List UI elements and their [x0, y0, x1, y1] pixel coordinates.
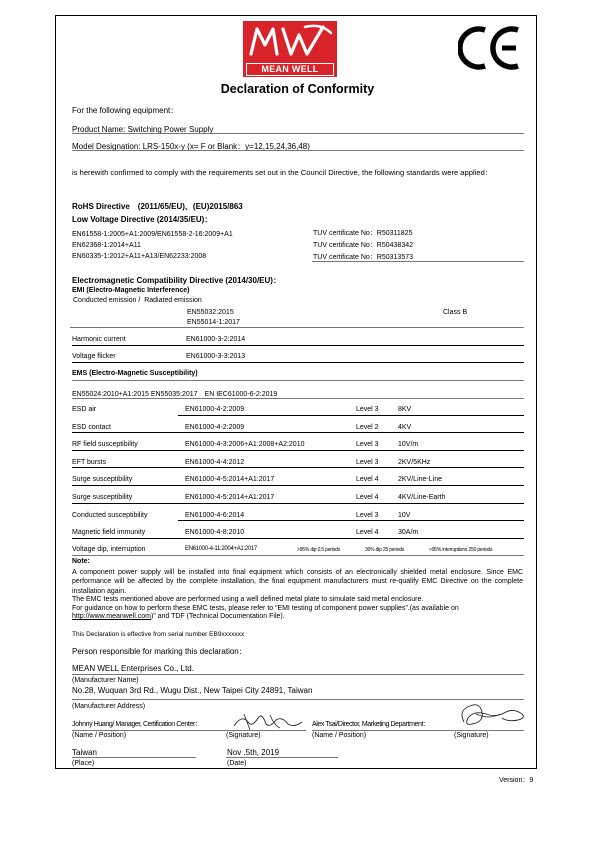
place: Taiwan [72, 748, 97, 757]
dip-value: 30% dip 25 periods [365, 547, 405, 553]
tuv-certificate: TUV certificate No：R50311825 [313, 230, 413, 237]
dip-label: Voltage dip, interruption [72, 546, 146, 553]
ems-row-standard: EN61000-4-4:2012 [185, 458, 245, 466]
row-divider [72, 450, 524, 451]
lvd-standard: EN61558-1:2005+A1:2009/EN61558-2-16:2009+A1 [72, 231, 233, 238]
manufacturer-name: MEAN WELL Enterprises Co., Ltd. [72, 664, 194, 673]
manufacturer-name-label: (Manufacturer Name) [72, 677, 139, 684]
row-divider [178, 520, 524, 521]
row-divider [72, 432, 524, 433]
ce-mark-icon [458, 24, 522, 72]
name-position-label: (Name / Position) [72, 732, 127, 739]
ems-row-standard: EN61000-4-5:2014+A1:2017 [185, 476, 275, 484]
row-divider [72, 485, 524, 486]
intro-text: For the following equipment： [72, 106, 179, 115]
ems-row-value: 2KV/5KHz [398, 458, 431, 466]
ems-row-value: 4KV [398, 423, 412, 431]
signer-name-position: Johnny Huang/ Manager, Certification Center： [72, 721, 202, 728]
signer-name-position: Alex Tsai/Director, Marketing Department： [312, 721, 430, 728]
harmonic-standard: EN61000-3-2:2014 [186, 336, 246, 343]
ems-row-value: 2KV/Line-Line [398, 476, 442, 484]
ems-row-label: Surge susceptibility [72, 476, 133, 484]
ems-row-label: Conducted susceptibility [72, 511, 148, 519]
responsible-person-heading: Person responsible for marking this declaration： [72, 647, 247, 656]
emi-class: Class B [443, 309, 468, 316]
product-name: Product Name: Switching Power Supply [72, 125, 214, 134]
page-title: Declaration of Conformity [220, 82, 375, 96]
manufacturer-address-label: (Manufacturer Address) [72, 703, 146, 710]
ems-row-standard: EN61000-4-5:2014+A1:2017 [185, 494, 275, 501]
date-label: (Date) [227, 760, 247, 767]
harmonic-label: Harmonic current [72, 336, 126, 343]
flicker-standard: EN61000-3-3:2013 [186, 353, 246, 360]
ems-row-level: Level 4 [356, 529, 379, 537]
ems-row-label: Surge susceptibility [72, 494, 133, 501]
row-divider [178, 415, 524, 416]
ems-row-level: Level 2 [356, 423, 379, 431]
ems-row-standard: EN61000-4-6:2014 [185, 511, 245, 519]
ems-row-value: 8KV [398, 406, 412, 413]
ems-row-value: 30A/m [398, 529, 419, 537]
model-designation: Model Designation: LRS-150x-y (x= F or Blank：y=12,15,24,36,48) [72, 142, 310, 151]
ems-standards: EN55024:2010+A1:2015 EN55035:2017 EN IEC61000-6-2:2019 [72, 391, 278, 398]
ems-row-level: Level 4 [356, 476, 379, 484]
ems-row-label: ESD air [72, 406, 97, 413]
ems-row-level: Level 4 [356, 494, 379, 501]
effective-serial: This Declaration is effective from serial number EB9xxxxxxx [72, 631, 245, 638]
dip-value: >95% interruptions 250 periods [429, 547, 493, 553]
tuv-certificate: TUV certificate No：R50438342 [313, 242, 413, 249]
note-paragraph-end: )” and TDF (Technical Documentation File). [150, 613, 285, 620]
version: Version：9 [499, 777, 534, 784]
ems-row-standard: EN61000-4-2:2009 [185, 423, 245, 431]
ems-row-standard: EN61000-4-2:2009 [185, 406, 245, 413]
dip-value: >95% dip 0.5 periods [297, 547, 341, 553]
date: Nov .5th, 2019 [227, 748, 280, 757]
ems-heading: EMS (Electro-Magnetic Susceptibility) [72, 370, 198, 377]
flicker-label: Voltage flicker [72, 353, 116, 360]
note-paragraph: For guidance on how to perform these EMC tests, please refer to “EMI testing of component power supplies”.(as available on [72, 605, 459, 612]
emi-standard: EN55032:2015 [187, 309, 234, 316]
emi-subheading: Conducted emission / Radiated emission [73, 297, 202, 304]
signature-johnny-icon [230, 710, 306, 732]
row-divider [72, 538, 524, 539]
ems-row-label: Magnetic field immunity [72, 529, 146, 537]
ems-row-label: RF field susceptibility [72, 441, 138, 449]
note-paragraph: The EMC tests mentioned above are performed using a well defined metal plate to simulate said metal enclosure. [72, 596, 424, 603]
ems-row-label: ESD contact [72, 423, 111, 431]
rohs-directive: RoHS Directive (2011/65/EU)、(EU)2015/863 [72, 202, 243, 211]
name-position-label: (Name / Position) [312, 732, 367, 739]
note-heading: Note: [72, 558, 90, 565]
ems-row-value: 10V/m [398, 441, 419, 449]
compliance-statement: is herewith confirmed to comply with the requirements set out in the Council Directive, the following standards were applied： [72, 168, 493, 177]
ems-row-level: Level 3 [356, 441, 379, 449]
signature-label: (Signature) [226, 732, 261, 739]
note-link-line [72, 613, 285, 620]
row-divider [72, 467, 524, 468]
ems-row-value: 4KV/Line-Earth [398, 494, 446, 501]
signature-label: (Signature) [454, 732, 489, 739]
mw-logo-icon [243, 21, 337, 61]
logo-text: MEAN WELL [246, 63, 334, 76]
note-paragraph: A component power supply will be installed into final equipment which consists of an electronically shielded metal enclosure. Since EMC performance will be affected by the complete installation, the final equipment manufacturers must re-qualify EMC Directive on the complete installation again. [72, 569, 523, 595]
meanwell-link[interactable]: http://www.meanwell.com [72, 613, 151, 620]
ems-row-value: 10V [398, 511, 411, 519]
mean-well-logo [243, 21, 337, 77]
ems-row-standard: EN61000-4-3:2006+A1:2008+A2:2010 [185, 441, 305, 449]
ems-row-level: Level 3 [356, 406, 379, 413]
ems-row-standard: EN61000-4-8:2010 [185, 529, 245, 537]
tuv-certificate: TUV certificate No：R50313573 [313, 254, 413, 261]
ems-row-level: Level 3 [356, 458, 379, 466]
signature-alex-icon [456, 700, 528, 730]
lvd-heading: Low Voltage Directive (2014/35/EU)： [72, 215, 213, 224]
ems-row-level: Level 3 [356, 511, 379, 519]
dip-standard: EN61000-4-11:2004+A1:2017 [185, 546, 257, 552]
lvd-standard: EN60335-1:2012+A11+A13/EN62233:2008 [72, 253, 207, 260]
emc-heading: Electromagnetic Compatibility Directive (2014/30/EU)： [72, 276, 281, 285]
emi-heading: EMI (Electro-Magnetic Interference) [72, 287, 190, 294]
lvd-standard: EN62368-1:2014+A11 [72, 242, 141, 249]
manufacturer-address: No.28, Wuquan 3rd Rd., Wugu Dist., New Taipei City 24891, Taiwan [72, 686, 313, 695]
row-divider [72, 503, 524, 504]
emi-standard: EN55014-1:2017 [187, 319, 240, 326]
place-label: (Place) [72, 760, 95, 767]
ems-row-label: EFT bursts [72, 458, 107, 466]
